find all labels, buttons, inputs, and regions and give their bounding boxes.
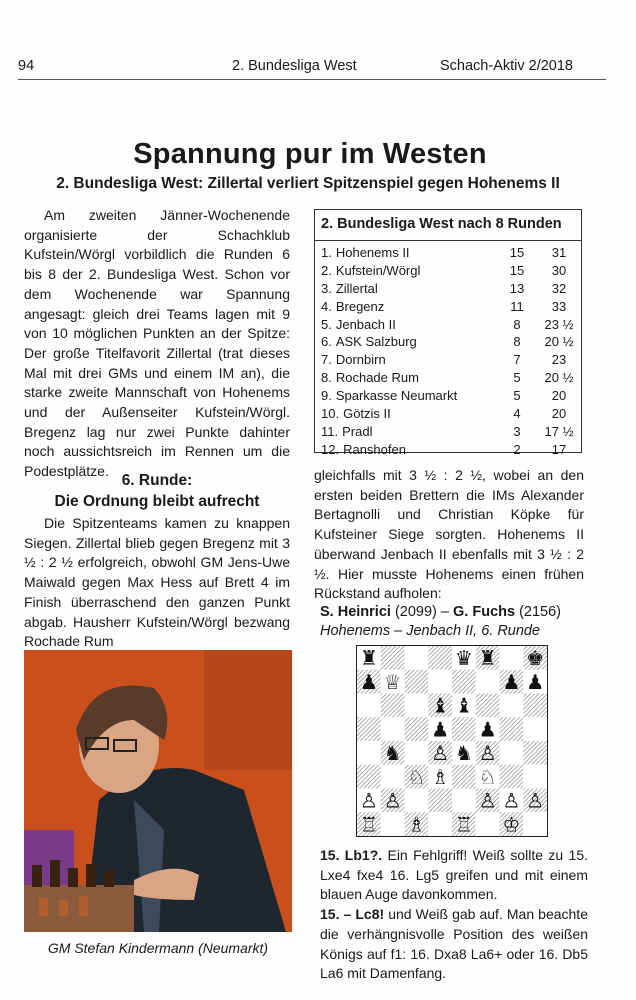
standings-row	[315, 352, 581, 370]
black-pawn-icon: ♟	[359, 669, 378, 694]
white-bishop-icon: ♗	[431, 764, 450, 789]
white-elo: (2099)	[394, 604, 437, 620]
standings-board-points: 33	[551, 298, 567, 314]
standings-rank: 11.	[321, 423, 339, 439]
board-square	[452, 789, 476, 813]
standings-board-points: 17	[551, 441, 567, 457]
black-knight-icon: ♞	[383, 741, 402, 765]
black-pawn-icon: ♟	[478, 717, 497, 742]
standings-match-points: 4	[513, 406, 521, 422]
standings-team	[321, 406, 391, 421]
white-rook-icon: ♖	[359, 812, 378, 836]
standings-match-points: 8	[513, 334, 521, 350]
section-title-name: Die Ordnung bleibt aufrecht	[54, 493, 260, 510]
board-square	[523, 812, 547, 836]
black-bishop-icon: ♝	[454, 693, 473, 718]
standings-team	[321, 245, 410, 260]
board-square	[405, 670, 429, 694]
move-15-black: 15. – Lc8!	[320, 906, 385, 923]
standings-table	[314, 209, 582, 457]
board-square	[500, 694, 524, 718]
standings-team-name: Götzis II	[343, 406, 391, 422]
standings-team	[321, 263, 420, 278]
white-player: S. Heinrici	[320, 604, 391, 620]
move-15-note	[320, 846, 588, 905]
move-15-black-note	[320, 905, 588, 984]
standings-team-name: Bregenz	[335, 298, 385, 314]
standings-match-points: 15	[509, 245, 525, 260]
board-square	[452, 670, 476, 694]
standings-team	[321, 299, 384, 314]
standings-row	[315, 334, 581, 352]
standings-row	[315, 263, 581, 281]
standings-row	[315, 388, 581, 406]
standings-board-points: 20	[551, 406, 567, 422]
board-square	[500, 646, 524, 670]
white-pawn-icon: ♙	[383, 788, 402, 813]
intro-column	[24, 206, 290, 482]
board-square	[381, 694, 405, 718]
black-pawn-icon: ♟	[431, 717, 450, 742]
standings-rule	[315, 240, 581, 241]
move-15-black-comment: und Weiß gab auf. Man beachte die verhängnisvolle Position des weißen Königs auf f1: 16. Dxa8 La6+ oder 16. Db5 La6 mit Damenfang.	[320, 906, 588, 982]
standings-team-name: Hohenems II	[335, 245, 410, 260]
standings-match-points: 5	[513, 388, 521, 404]
page-header	[18, 58, 604, 80]
board-square	[381, 765, 405, 789]
board-square	[357, 741, 381, 765]
standings-team	[321, 424, 372, 439]
board-square	[500, 765, 524, 789]
standings-match-points: 7	[513, 352, 521, 368]
board-square	[381, 812, 405, 836]
standings-rank: 10.	[321, 406, 340, 422]
board-square	[357, 717, 381, 741]
standings-board-points: 32	[551, 280, 567, 296]
board-square	[523, 741, 547, 765]
black-rook-icon: ♜	[478, 646, 497, 670]
black-rook-icon: ♜	[359, 646, 378, 670]
standings-board-points: 23 ½	[544, 316, 574, 332]
white-rook-icon: ♖	[454, 812, 473, 836]
standings-row	[315, 370, 581, 388]
standings-row	[315, 281, 581, 299]
board-square	[500, 717, 524, 741]
board-square	[357, 694, 381, 718]
standings-rank: 3.	[321, 280, 332, 296]
chess-diagram	[356, 645, 548, 837]
board-square	[428, 670, 452, 694]
standings-rank: 6.	[321, 334, 332, 350]
white-pawn-icon: ♙	[502, 788, 521, 813]
black-player: G. Fuchs	[453, 604, 516, 620]
standings-match-points: 13	[509, 280, 525, 296]
article-subtitle: 2. Bundesliga West: Zillertal verliert Spitzenspiel gegen Hohenems II	[56, 175, 560, 192]
header-magazine: Schach-Aktiv 2/2018	[440, 58, 573, 74]
board-square	[476, 670, 500, 694]
game-event: Hohenems – Jenbach II, 6. Runde	[320, 623, 541, 639]
standings-rank: 4.	[321, 298, 332, 314]
standings-team-name: Kufstein/Wörgl	[335, 262, 421, 278]
standings-rank: 5.	[321, 316, 332, 332]
standings-team	[321, 281, 378, 296]
standings-rank: 1.	[321, 245, 332, 260]
board-square	[428, 646, 452, 670]
standings-rows	[315, 245, 581, 460]
standings-team	[321, 388, 457, 403]
board-square	[428, 789, 452, 813]
white-knight-icon: ♘	[407, 764, 426, 789]
black-queen-icon: ♛	[454, 646, 473, 670]
standings-match-points: 2	[513, 441, 521, 457]
standings-match-points: 3	[513, 423, 521, 439]
standings-board-points: 20	[551, 388, 567, 404]
standings-team-name: Sparkasse Neumarkt	[335, 388, 458, 404]
standings-match-points: 15	[509, 262, 525, 278]
round6-left-column	[24, 514, 290, 652]
board-square	[405, 717, 429, 741]
white-king-icon: ♔	[502, 812, 521, 836]
standings-team	[321, 442, 406, 457]
header-section: 2. Bundesliga West	[232, 58, 357, 74]
board-square	[476, 694, 500, 718]
white-queen-icon: ♕	[383, 669, 402, 694]
board-square	[405, 694, 429, 718]
board-square	[428, 812, 452, 836]
board-square	[523, 717, 547, 741]
standings-board-points: 31	[551, 245, 567, 260]
board-square	[523, 694, 547, 718]
board-square	[523, 765, 547, 789]
standings-board-points: 30	[551, 262, 567, 278]
standings-team	[321, 317, 396, 332]
page-number: 94	[18, 58, 35, 74]
standings-row	[315, 317, 581, 335]
white-knight-icon: ♘	[478, 764, 497, 789]
white-bishop-icon: ♗	[407, 812, 426, 836]
article-title: Spannung pur im Westen	[133, 138, 487, 170]
standings-rank: 9.	[321, 388, 332, 404]
standings-team	[321, 370, 419, 385]
black-bishop-icon: ♝	[431, 693, 450, 718]
standings-rank: 2.	[321, 262, 332, 278]
standings-team-name: ASK Salzburg	[335, 334, 417, 350]
section-title-round: 6. Runde:	[121, 472, 193, 489]
board-square	[405, 741, 429, 765]
standings-rank: 12.	[321, 441, 340, 457]
black-pawn-icon: ♟	[502, 669, 521, 694]
header-rule	[18, 79, 606, 80]
standings-board-points: 17 ½	[544, 423, 574, 439]
standings-team-name: Ranshofen	[343, 441, 406, 457]
standings-board-points: 20 ½	[544, 370, 574, 386]
photo-caption: GM Stefan Kindermann (Neumarkt)	[47, 940, 269, 956]
standings-match-points: 11	[510, 298, 524, 314]
standings-row	[315, 424, 581, 442]
board-square	[500, 741, 524, 765]
board-square	[476, 812, 500, 836]
standings-row	[315, 245, 581, 263]
white-pawn-icon: ♙	[478, 741, 497, 765]
player-photo	[24, 650, 292, 932]
standings-board-points: 20 ½	[544, 334, 574, 350]
move-15-comment: Ein Fehlgriff! Weiß sollte zu 15. Lxe4 fxe4 16. Lg5 greifen und mit einem blauen Auge davonkommen.	[320, 847, 588, 903]
board-square	[381, 646, 405, 670]
board-square	[405, 789, 429, 813]
standings-team-name: Pradl	[342, 423, 373, 439]
round6-right-column	[314, 466, 584, 604]
board-square	[381, 717, 405, 741]
board-square	[452, 717, 476, 741]
round6-paragraph-left: Die Spitzenteams kamen zu knappen Siegen. Zillertal blieb gegen Bregenz mit 3 ½ : 2 ½ erfolgreich, obwohl GM Jens-Uwe Maiwald gegen Max Hess auf Brett 4 im Finish überraschend den ganzen Punkt abgab. Hausherr Kufstein/Wörgl bezwang Rochade Rum	[24, 515, 290, 650]
white-pawn-icon: ♙	[478, 788, 497, 813]
white-pawn-icon: ♙	[431, 741, 450, 765]
round6-paragraph-right: gleichfalls mit 3 ½ : 2 ½, wobei an den ersten beiden Brettern die IMs Alexander Bertagnolli und Christian Köpke für Kufsteiner Siege sorgten. Hohenems II überwand Jenbach II ebenfalls mit 3 ½ : 2 ½. Hier musste Hohenems einen frühen Rückstand aufholen:	[314, 467, 584, 602]
black-king-icon: ♚	[526, 646, 545, 670]
game-annotation	[320, 846, 588, 984]
standings-team-name: Dornbirn	[335, 352, 386, 368]
board-square	[357, 765, 381, 789]
black-pawn-icon: ♟	[526, 669, 545, 694]
standings-team-name: Zillertal	[335, 280, 378, 296]
move-15-white: 15. Lb1?.	[320, 847, 383, 863]
players-dash: –	[440, 604, 449, 620]
standings-rank: 8.	[321, 370, 332, 386]
standings-row	[315, 299, 581, 317]
section-heading	[24, 470, 290, 512]
standings-board-points: 23	[551, 352, 567, 368]
board-square	[405, 646, 429, 670]
board-square	[452, 765, 476, 789]
standings-match-points: 8	[513, 316, 521, 332]
game-players	[320, 604, 588, 620]
standings-team-name: Jenbach II	[335, 316, 396, 332]
black-knight-icon: ♞	[454, 741, 473, 765]
intro-paragraph: Am zweiten Jänner-Wochenende organisierte der Schachklub Kufstein/Wörgl vorbildlich die Runden 6 bis 8 der 2. Bundesliga West. Schon vor dem Wochenende war Spannung angesagt: gleich drei Teams lagen mit 9 von 10 möglichen Punkten an der Spitze: Der große Titelfavorit Zillertal (trat dieses Mal mit drei GMs und einem IM an), die starke zweite Mannschaft von Hohenems und der Außenseiter Kufstein/Wörgl. Bregenz lag nur zwei Punkte dahinter noch aussichtsreich im Rennen um die Podestplätze.	[24, 207, 290, 480]
standings-rank: 7.	[321, 352, 332, 368]
standings-row	[315, 442, 581, 460]
standings-title: 2. Bundesliga West nach 8 Runden	[321, 216, 562, 232]
white-pawn-icon: ♙	[526, 788, 545, 813]
standings-team-name: Rochade Rum	[335, 370, 419, 386]
standings-row	[315, 406, 581, 424]
standings-team	[321, 352, 386, 367]
white-pawn-icon: ♙	[359, 788, 378, 813]
standings-team	[321, 334, 417, 349]
black-elo: (2156)	[519, 604, 562, 620]
standings-match-points: 5	[513, 370, 521, 386]
